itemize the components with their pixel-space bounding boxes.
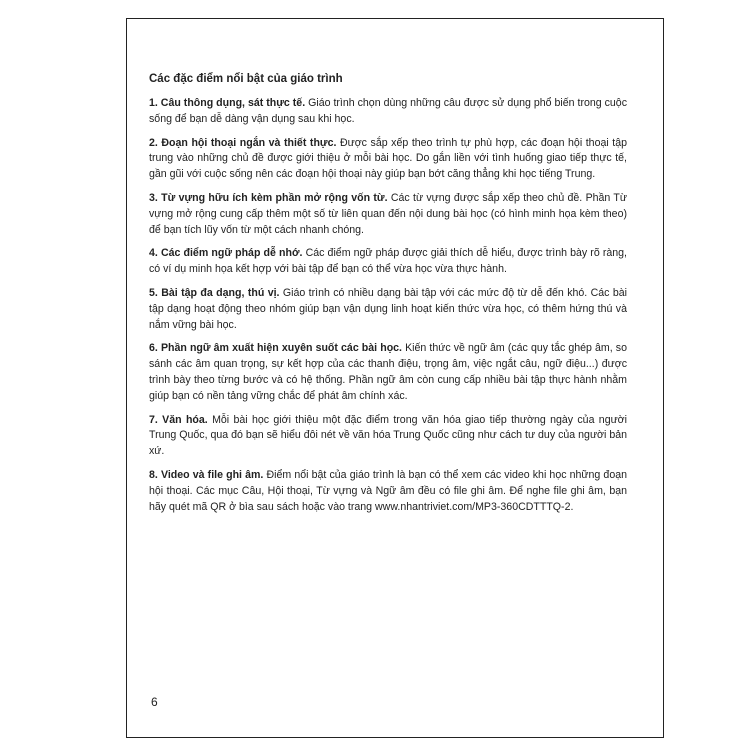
item-body: Giáo trình chọn dùng những câu được sử dụng phổ biến trong cuộc sống để bạn dễ dàng vận dụng sau khi học. bbox=[149, 97, 627, 125]
item-title: 5. Bài tập đa dạng, thú vị. bbox=[149, 286, 280, 299]
list-item bbox=[149, 413, 627, 460]
item-body: Các từ vựng được sắp xếp theo chủ đề. Phần Từ vựng mở rộng cung cấp thêm một số từ liên quan đến nội dung bài học (có hình minh họa kèm theo) để bạn tích lũy vốn từ một cách nhanh chóng. bbox=[149, 191, 627, 236]
item-body: Điểm nổi bật của giáo trình là bạn có thể xem các video khi học những đoạn hội thoại. Các mục Câu, Hội thoại, Từ vựng và Ngữ âm đều có file ghi âm. Để nghe file ghi âm, bạn hãy quét mã QR ở bìa sau sách hoặc vào trang www.nhantriviet.com/MP3-360CDTTTQ-2. bbox=[149, 468, 627, 513]
list-item bbox=[149, 191, 627, 238]
page-content bbox=[149, 71, 627, 523]
item-title: 7. Văn hóa. bbox=[149, 413, 208, 426]
document-page bbox=[126, 18, 664, 738]
item-body: Mỗi bài học giới thiệu một đặc điểm trong văn hóa giao tiếp thường ngày của người Trung Quốc, qua đó bạn sẽ hiểu đôi nét về văn hóa Trung Quốc cũng như cách tư duy của người bản xứ. bbox=[149, 413, 627, 458]
item-body: Được sắp xếp theo trình tự phù hợp, các đoạn hội thoại tập trung vào những chủ đề được giới thiệu ở mỗi bài học. Do gắn liền với tình huống giao tiếp thực tế, gần gũi với cuộc sống nên các đoạn hội thoại này giúp bạn bớt căng thẳng khi học tiếng Trung. bbox=[149, 136, 627, 181]
list-item bbox=[149, 468, 627, 515]
list-item bbox=[149, 341, 627, 404]
item-title: 2. Đoạn hội thoại ngắn và thiết thực. bbox=[149, 136, 337, 149]
item-title: 6. Phần ngữ âm xuất hiện xuyên suốt các bài học. bbox=[149, 342, 402, 355]
item-body: Các điểm ngữ pháp được giải thích dễ hiểu, được trình bày rõ ràng, có ví dụ minh họa kết hợp với bài tập để bạn có thể vừa học vừa thực hành. bbox=[149, 247, 628, 276]
list-item bbox=[149, 286, 627, 333]
item-title: 1. Câu thông dụng, sát thực tế. bbox=[149, 97, 306, 109]
list-item bbox=[149, 96, 627, 128]
list-item bbox=[149, 246, 627, 278]
item-body: Kiến thức về ngữ âm (các quy tắc ghép âm, so sánh các âm quan trọng, sự kết hợp của các thanh điệu, trọng âm, việc ngắt câu, ngữ điệu...) được trình bày theo từng bước và có hệ thống. Phần ngữ âm còn cung cấp nhiều bài tập thực hành nhằm giúp bạn có nền tảng vững chắc để phát âm chính xác. bbox=[149, 342, 627, 402]
item-title: 8. Video và file ghi âm. bbox=[149, 468, 264, 481]
item-title: 3. Từ vựng hữu ích kèm phần mở rộng vốn từ. bbox=[149, 191, 388, 204]
list-item bbox=[149, 136, 627, 183]
section-heading: Các đặc điểm nổi bật của giáo trình bbox=[149, 73, 343, 85]
item-title: 4. Các điểm ngữ pháp dễ nhớ. bbox=[149, 247, 303, 260]
page-number: 6 bbox=[151, 695, 158, 709]
item-body: Giáo trình có nhiều dạng bài tập với các mức độ từ dễ đến khó. Các bài tập dạng hoạt động theo nhóm giúp bạn vận dụng linh hoạt kiến thức vừa học, có thêm hứng thú và nắm vững bài học. bbox=[149, 286, 627, 331]
